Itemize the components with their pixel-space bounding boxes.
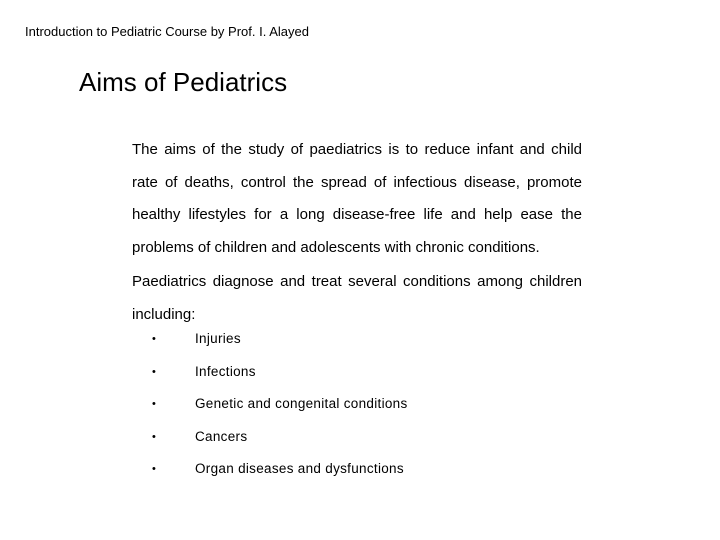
list-item xyxy=(152,326,408,359)
list-item xyxy=(152,456,408,489)
slide-body xyxy=(132,134,582,331)
list-item-text: Injuries xyxy=(195,331,241,346)
list-item-text: Infections xyxy=(195,363,256,379)
bullet-icon: • xyxy=(152,430,156,443)
bullet-icon: • xyxy=(152,333,156,345)
list-item xyxy=(152,359,408,392)
conditions-intro-paragraph: Paediatrics diagnose and treat several conditions among children including: xyxy=(132,273,582,323)
conditions-list xyxy=(152,326,408,489)
list-item-text: Genetic and congenital conditions xyxy=(195,396,408,412)
aims-paragraph: The aims of the study of paediatrics is to reduce infant and child rate of deaths, control the spread of infectious disease, promote healthy lifestyles for a long disease-free life and help ease the problems of children and adolescents with chronic conditions. xyxy=(132,141,582,256)
bullet-icon: • xyxy=(152,463,156,476)
list-item xyxy=(152,391,408,424)
list-item xyxy=(152,424,408,457)
slide-title: Aims of Pediatrics xyxy=(79,67,288,97)
bullet-icon: • xyxy=(152,365,156,378)
bullet-icon: • xyxy=(152,398,156,411)
list-item-text: Cancers xyxy=(195,428,248,444)
list-item-text: Organ diseases and dysfunctions xyxy=(195,461,404,477)
slide-header: Introduction to Pediatric Course by Prof. I. Alayed xyxy=(25,24,309,39)
